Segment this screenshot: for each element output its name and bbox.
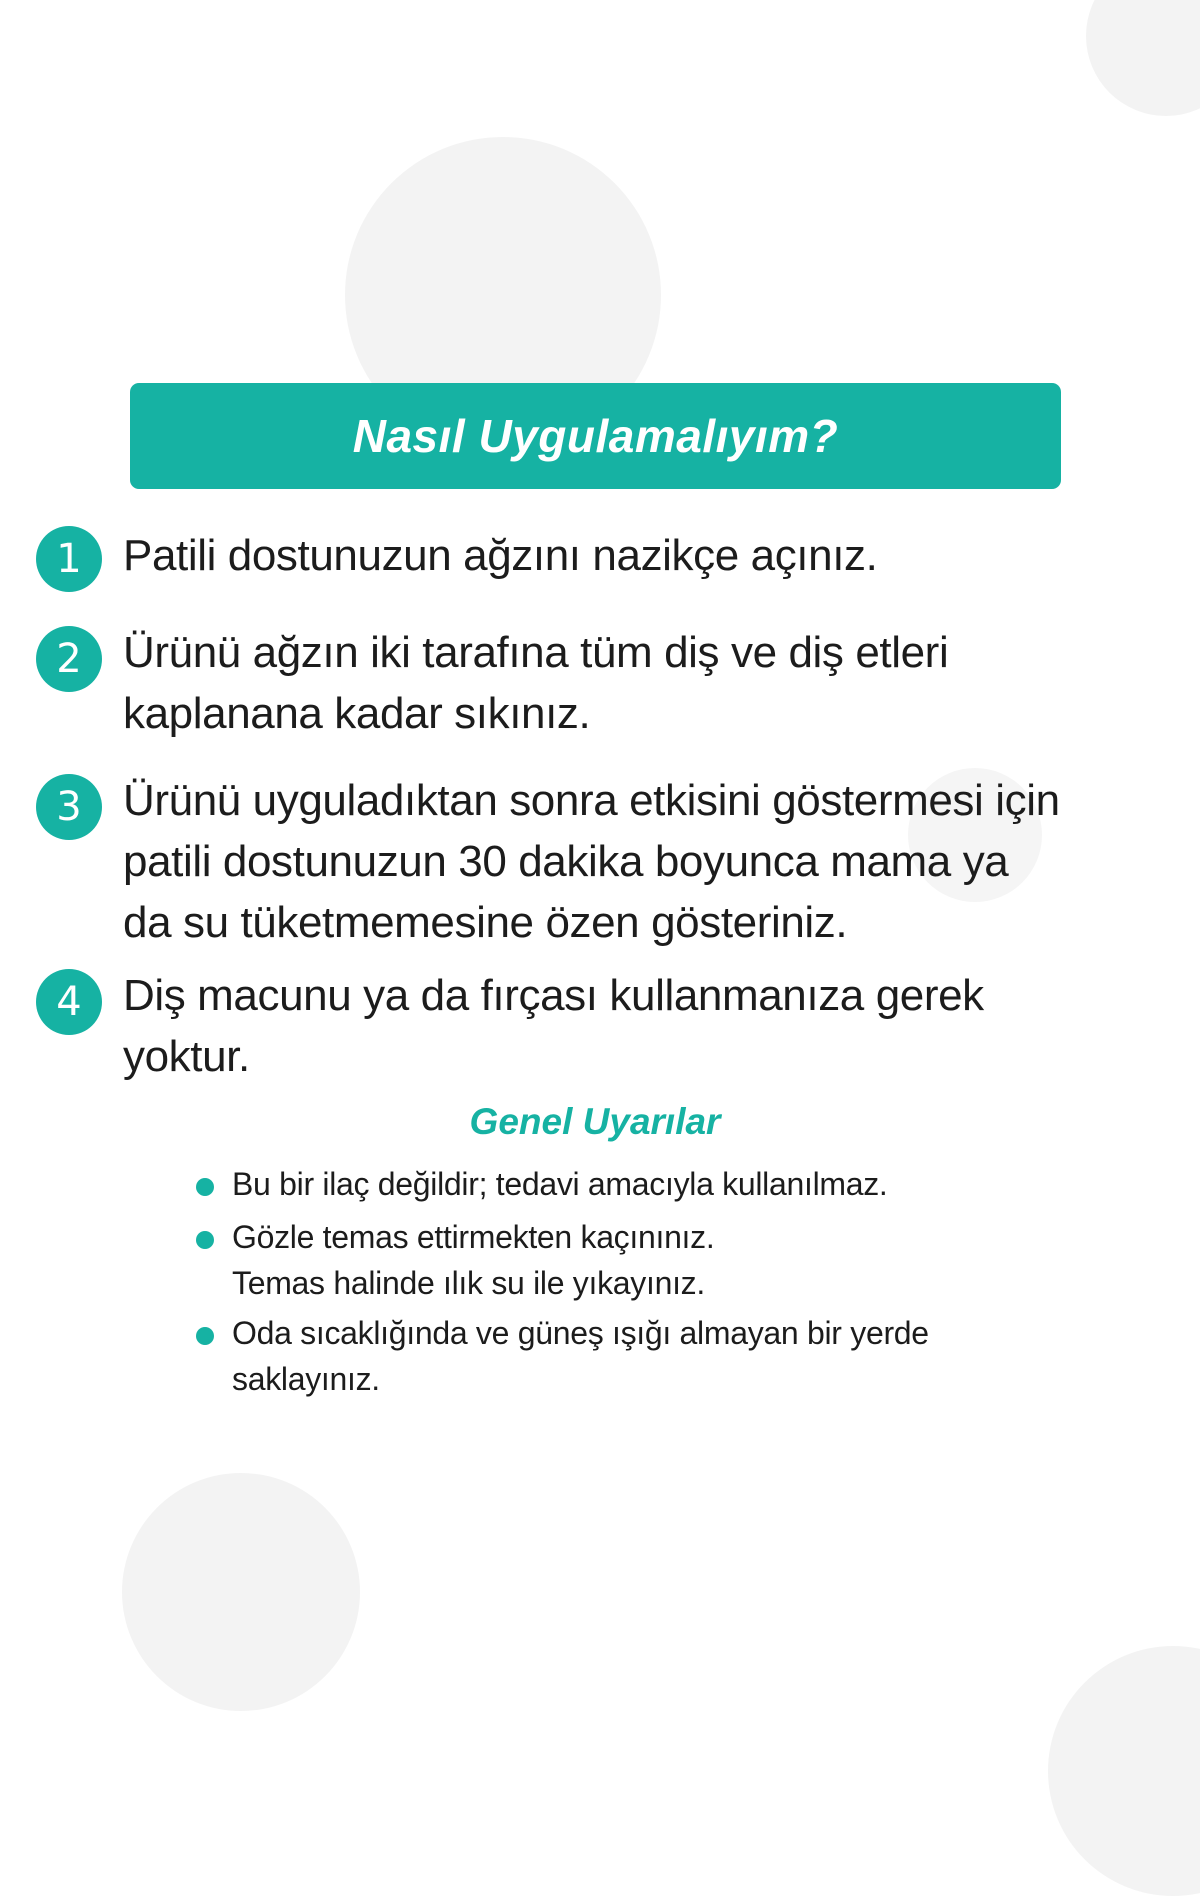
- warning-text: Bu bir ilaç değildir; tedavi amacıyla kullanılmaz.: [232, 1166, 888, 1202]
- page-title: Nasıl Uygulamalıyım?: [352, 410, 839, 462]
- step-text: Patili dostunuzun ağzını nazikçe açınız.: [123, 531, 878, 580]
- bullet-icon: [196, 1178, 214, 1196]
- bullet-icon: [196, 1327, 214, 1345]
- title-banner: [130, 383, 1061, 489]
- step-number-badge: 4: [36, 969, 102, 1035]
- step-text: Ürünü ağzın iki tarafına tüm diş ve diş etleri kaplanana kadar sıkınız.: [123, 628, 949, 738]
- step-number-badge: 3: [36, 774, 102, 840]
- step-number-badge: 2: [36, 626, 102, 692]
- step-text: Ürünü uyguladıktan sonra etkisini göstermesi için patili dostunuzun 30 dakika boyunca mama ya da su tüketmemesine özen gösteriniz.: [123, 776, 1060, 947]
- warning-text: Gözle temas ettirmekten kaçınınız. Temas halinde ılık su ile yıkayınız.: [232, 1219, 715, 1301]
- bullet-icon: [196, 1231, 214, 1249]
- warning-text: Oda sıcaklığında ve güneş ışığı almayan bir yerde saklayınız.: [232, 1315, 929, 1397]
- warnings-heading: Genel Uyarılar: [469, 1101, 721, 1142]
- step-text: Diş macunu ya da fırçası kullanmanıza gerek yoktur.: [123, 971, 984, 1081]
- step-number-badge: 1: [36, 526, 102, 592]
